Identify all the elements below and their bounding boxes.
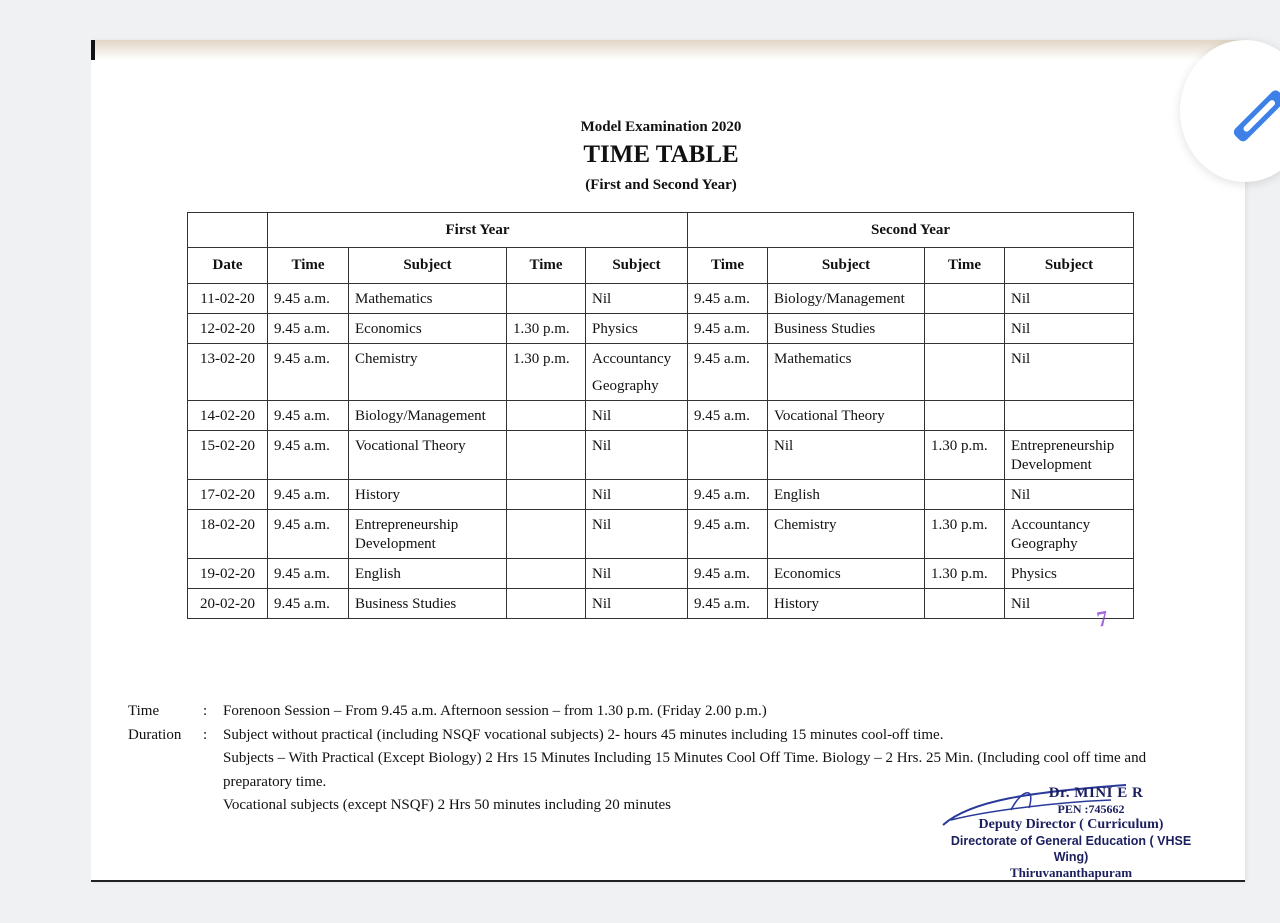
signatory-place: Thiruvananthapuram [1009, 865, 1133, 880]
date-cell: 15-02-20 [188, 431, 268, 480]
time-cell [925, 344, 1005, 401]
colon: : [203, 726, 208, 743]
time-cell: 9.45 a.m. [268, 344, 349, 401]
subject-cell: Entrepreneurship Development [1005, 431, 1134, 480]
col-header-date: Date [188, 248, 268, 284]
subject-cell: Nil [586, 589, 688, 619]
time-cell [925, 589, 1005, 619]
date-cell: 14-02-20 [188, 401, 268, 431]
col-header-time: Time [507, 248, 586, 284]
duration-note-2: Subjects – With Practical (Except Biology) 2 Hrs 15 Minutes Including 15 Minutes Cool Off Time. Biology – 2 Hrs. 25 Min. (Including cool off time and preparatory time. [223, 750, 1147, 790]
subject-cell: Nil [586, 431, 688, 480]
scan-edge-shadow [91, 40, 1245, 60]
date-cell: 18-02-20 [188, 510, 268, 559]
date-cell: 13-02-20 [188, 344, 268, 401]
time-cell [925, 480, 1005, 510]
table-row [188, 510, 1134, 559]
subject-cell: Mathematics [349, 284, 507, 314]
subject-line: Accountancy [592, 351, 672, 367]
subject-cell: Vocational Theory [349, 431, 507, 480]
date-cell: 20-02-20 [188, 589, 268, 619]
page-subtitle: (First and Second Year) [585, 177, 737, 193]
time-cell [925, 314, 1005, 344]
table-row [188, 559, 1134, 589]
time-cell: 1.30 p.m. [507, 344, 586, 401]
subject-cell: Nil [1005, 480, 1134, 510]
date-cell: 19-02-20 [188, 559, 268, 589]
subject-cell: Chemistry [349, 344, 507, 401]
subject-cell: Business Studies [768, 314, 925, 344]
time-cell: 1.30 p.m. [925, 431, 1005, 480]
ink-mark: 7 [1094, 605, 1111, 632]
time-cell [507, 401, 586, 431]
time-cell: 9.45 a.m. [268, 401, 349, 431]
time-cell [925, 401, 1005, 431]
pencil-icon [1230, 88, 1280, 148]
document-page [91, 40, 1245, 882]
page-title: TIME TABLE [583, 141, 739, 168]
duration-note-3: Vocational subjects (except NSQF) 2 Hrs 50 minutes including 20 minutes [223, 797, 672, 813]
col-header-subject: Subject [768, 248, 925, 284]
time-cell: 1.30 p.m. [925, 510, 1005, 559]
subject-cell: Economics [768, 559, 925, 589]
table-row [188, 589, 1134, 619]
subject-cell: Nil [586, 401, 688, 431]
subject-cell: English [349, 559, 507, 589]
time-cell: 1.30 p.m. [925, 559, 1005, 589]
scan-bottom-edge [91, 880, 1245, 882]
signatory-designation: Deputy Director ( Curriculum) [978, 817, 1164, 832]
table-row [188, 284, 1134, 314]
subject-cell: Economics [349, 314, 507, 344]
col-header-time: Time [268, 248, 349, 284]
subject-cell: History [349, 480, 507, 510]
time-cell [507, 589, 586, 619]
table-row [188, 344, 1134, 401]
date-cell: 17-02-20 [188, 480, 268, 510]
duration-note-1: Subject without practical (including NSQF vocational subjects) 2- hours 45 minutes including 15 minutes cool-off time. [223, 726, 944, 743]
time-cell [507, 284, 586, 314]
time-cell: 9.45 a.m. [688, 314, 768, 344]
col-header-subject: Subject [1005, 248, 1134, 284]
subject-cell [586, 344, 688, 401]
subject-cell: Entrepreneurship Development [349, 510, 507, 559]
time-label: Time [128, 703, 160, 719]
subject-cell: English [768, 480, 925, 510]
duration-label: Duration [128, 726, 182, 743]
subject-cell [1005, 401, 1134, 431]
subject-cell: Nil [1005, 344, 1134, 401]
exam-title: Model Examination 2020 [580, 119, 742, 135]
signatory-directorate: Directorate of General Education ( VHSE Wing) [950, 834, 1192, 864]
col-header-subject: Subject [586, 248, 688, 284]
subject-cell: History [768, 589, 925, 619]
time-cell [507, 431, 586, 480]
time-cell: 9.45 a.m. [688, 559, 768, 589]
date-cell: 12-02-20 [188, 314, 268, 344]
time-cell: 9.45 a.m. [268, 284, 349, 314]
time-cell: 9.45 a.m. [268, 559, 349, 589]
time-cell: 1.30 p.m. [507, 314, 586, 344]
subject-cell: Nil [1005, 314, 1134, 344]
subject-line: Geography [592, 378, 659, 394]
subject-cell: Nil [586, 559, 688, 589]
time-cell: 9.45 a.m. [688, 284, 768, 314]
subject-cell: Biology/Management [768, 284, 925, 314]
subject-cell: Physics [1005, 559, 1134, 589]
time-cell [507, 559, 586, 589]
subject-cell: Accountancy Geography [1005, 510, 1134, 559]
time-cell: 9.45 a.m. [688, 480, 768, 510]
subject-cell: Vocational Theory [768, 401, 925, 431]
subject-cell: Nil [768, 431, 925, 480]
time-cell [925, 284, 1005, 314]
time-cell [688, 431, 768, 480]
subject-cell: Business Studies [349, 589, 507, 619]
subject-cell: Nil [586, 284, 688, 314]
time-cell [507, 480, 586, 510]
time-cell: 9.45 a.m. [688, 344, 768, 401]
time-cell: 9.45 a.m. [688, 589, 768, 619]
date-cell: 11-02-20 [188, 284, 268, 314]
first-year-header: First Year [268, 213, 688, 248]
scan-edge-mark [91, 40, 95, 60]
time-cell: 9.45 a.m. [688, 401, 768, 431]
subject-cell: Biology/Management [349, 401, 507, 431]
time-cell: 9.45 a.m. [268, 589, 349, 619]
table-row [188, 431, 1134, 480]
table-row [188, 480, 1134, 510]
time-cell: 9.45 a.m. [268, 314, 349, 344]
subject-cell: Nil [586, 480, 688, 510]
colon: : [203, 703, 208, 719]
table-row [188, 314, 1134, 344]
signature-block [946, 785, 1196, 881]
second-year-header: Second Year [688, 213, 1134, 248]
time-cell [507, 510, 586, 559]
col-header-time: Time [925, 248, 1005, 284]
subject-cell: Mathematics [768, 344, 925, 401]
subject-cell: Chemistry [768, 510, 925, 559]
subject-cell: Physics [586, 314, 688, 344]
time-cell: 9.45 a.m. [268, 480, 349, 510]
timetable [187, 212, 1134, 619]
time-note: Forenoon Session – From 9.45 a.m. Afternoon session – from 1.30 p.m. (Friday 2.00 p.m.) [223, 703, 767, 719]
time-cell: 9.45 a.m. [268, 431, 349, 480]
subject-cell: Nil [1005, 589, 1134, 619]
col-header-time: Time [688, 248, 768, 284]
signatory-pen: PEN :745662 [1057, 802, 1125, 816]
col-header-subject: Subject [349, 248, 507, 284]
subject-cell: Nil [1005, 284, 1134, 314]
subject-cell: Nil [586, 510, 688, 559]
time-cell: 9.45 a.m. [688, 510, 768, 559]
table-row [188, 401, 1134, 431]
signatory-name: Dr. MINI E R [1048, 785, 1144, 801]
blank-header-cell [188, 213, 268, 248]
time-cell: 9.45 a.m. [268, 510, 349, 559]
